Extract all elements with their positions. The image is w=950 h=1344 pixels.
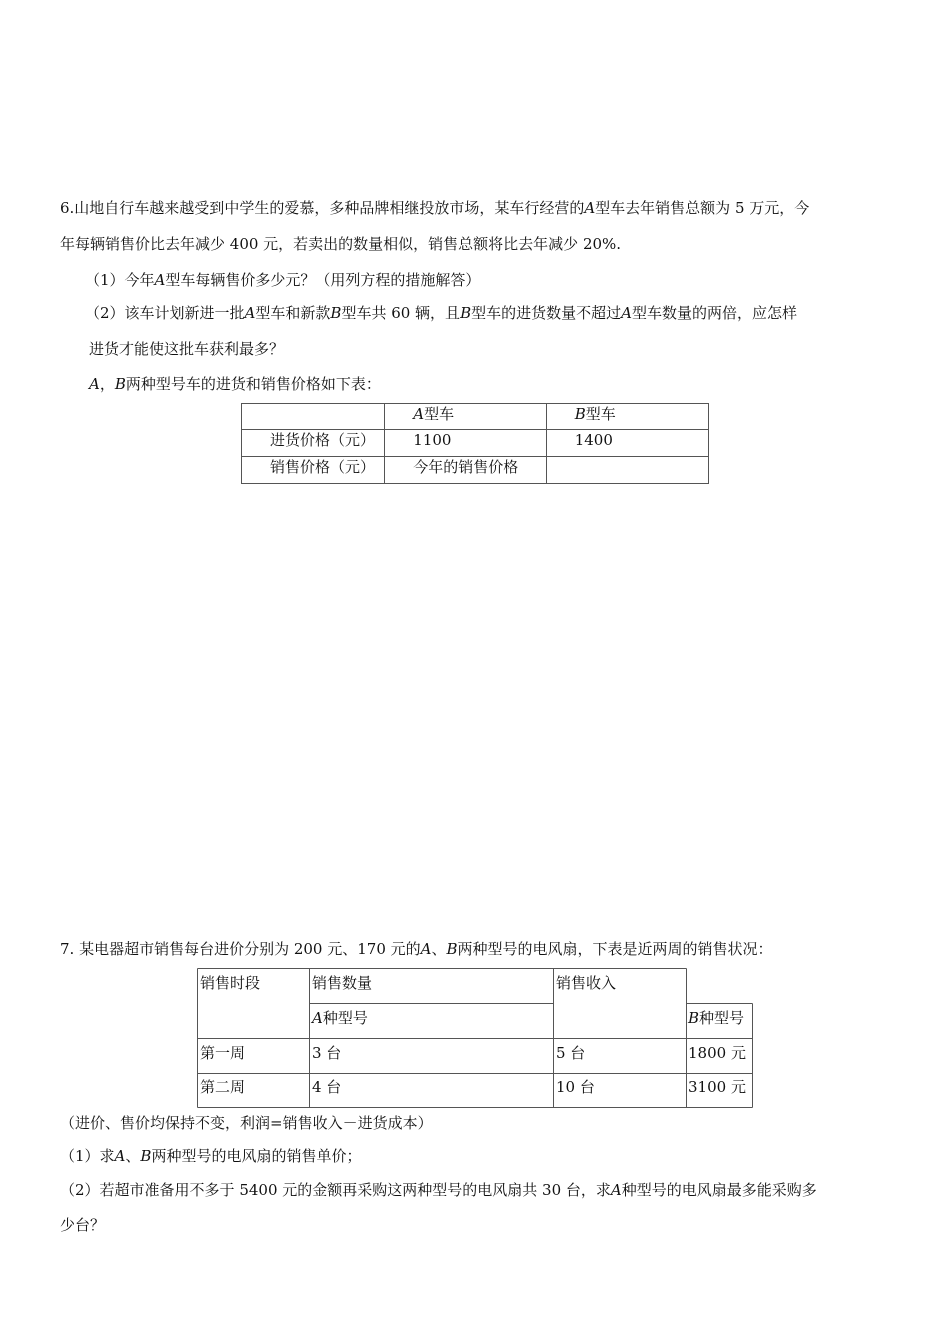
var-b: B (574, 405, 586, 423)
var-a: A (420, 940, 432, 958)
q7-note: （进价、售价均保持不变，利润=销售收入－进货成本） (60, 1114, 433, 1132)
q7-part-2-line-1 (60, 1180, 817, 1200)
separator: 、 (431, 940, 447, 958)
cell-week-2-income: 3100 元 (688, 1078, 746, 1096)
table-cell: 今年的销售价格 (385, 457, 546, 484)
table-cell: 1400 (546, 430, 708, 457)
cell-week-1-income: 1800 元 (688, 1044, 746, 1062)
header-income: 销售收入 (556, 974, 617, 992)
table-header-a (385, 404, 546, 430)
subheader-text: 种型号 (699, 1009, 745, 1027)
table-cell-empty (242, 404, 385, 430)
q6-p2-text: 型车的进货数量不超过 (471, 304, 622, 322)
row-label-week-2: 第二周 (200, 1078, 246, 1096)
q7-sales-table (197, 968, 753, 1108)
var-b: B (446, 940, 458, 958)
table-row (242, 430, 709, 457)
subheader-type-a (312, 1008, 368, 1028)
var-b: B (330, 304, 342, 322)
q6-part-2-line-1 (85, 303, 797, 323)
q6-p2-text: （2）该车计划新进一批 (85, 304, 245, 322)
subheader-type-b (688, 1008, 744, 1028)
var-a: A (621, 304, 632, 322)
cell-week-2-a: 4 台 (312, 1078, 342, 1096)
q6-table-intro (89, 374, 381, 394)
var-a: A (114, 1147, 126, 1165)
header-period: 销售时段 (200, 974, 261, 992)
table-row (242, 457, 709, 484)
q6-text-line-1 (60, 198, 809, 218)
var-a: A (312, 1009, 323, 1027)
cell-week-1-b: 5 台 (556, 1044, 586, 1062)
var-b: B (460, 304, 472, 322)
var-a: A (584, 199, 596, 217)
q6-part-2-line-2: 进货才能使这批车获利最多？ (89, 340, 285, 358)
separator: ， (99, 375, 115, 393)
q6-price-table (241, 403, 709, 484)
table-row (242, 404, 709, 430)
q6-p1-text: 型车每辆售价多少元？（用列方程的措施解答） (165, 271, 481, 289)
row-label: 销售价格（元） (242, 457, 385, 484)
q7-p2-text: （2）若超市准备用不多于 5400 元的金额再采购这两种型号的电风扇共 30 台，求 (60, 1181, 611, 1199)
q7-part-2-line-2: 少台？ (60, 1216, 106, 1234)
header-text: 型车 (585, 405, 616, 423)
row-label: 进货价格（元） (242, 430, 385, 457)
cell-week-1-a: 3 台 (312, 1044, 342, 1062)
table-cell: 1100 (385, 430, 546, 457)
q7-p2-text: 种型号的电风扇最多能采购多 (621, 1181, 817, 1199)
q6-p2-text: 型车共 60 辆，且 (341, 304, 461, 322)
q7-part-1 (60, 1146, 361, 1166)
cell-week-2-b: 10 台 (556, 1078, 595, 1096)
table-header-b (546, 404, 708, 430)
var-b: B (140, 1147, 152, 1165)
header-quantity: 销售数量 (312, 974, 373, 992)
q7-p1-text: （1）求 (60, 1147, 115, 1165)
header-text: 型车 (424, 405, 455, 423)
var-b: B (688, 1009, 700, 1027)
q6-text: 型车去年销售总额为 5 万元，今 (595, 199, 810, 217)
q6-part-1 (85, 270, 480, 290)
var-b: B (114, 375, 126, 393)
var-a: A (89, 375, 100, 393)
var-a: A (154, 271, 166, 289)
q7-p1-text: 两种型号的电风扇的销售单价； (151, 1147, 362, 1165)
q6-p2-text: 型车和新款 (255, 304, 331, 322)
q6-p2-text: 型车数量的两倍，应怎样 (631, 304, 797, 322)
intro-text: 两种型号车的进货和销售价格如下表： (125, 375, 381, 393)
q6-text: 6.山地自行车越来越受到中学生的爱慕，多种品牌相继投放市场，某车行经营的 (60, 199, 585, 217)
separator: 、 (125, 1147, 141, 1165)
var-a: A (413, 405, 425, 423)
q7-text: 7. 某电器超市销售每台进价分别为 200 元、170 元的 (60, 940, 421, 958)
var-a: A (244, 304, 256, 322)
q6-text-line-2: 年每辆销售价比去年减少 400 元，若卖出的数量相似，销售总额将比去年减少 20%. (60, 235, 622, 253)
row-label-week-1: 第一周 (200, 1044, 246, 1062)
subheader-text: 种型号 (322, 1009, 368, 1027)
q7-text: 两种型号的电风扇，下表是近两周的销售状况： (457, 940, 773, 958)
table-grid (197, 968, 753, 1108)
table-cell (546, 457, 708, 484)
q7-text-line-1 (60, 939, 773, 959)
var-a: A (610, 1181, 622, 1199)
q6-p1-text: （1）今年 (85, 271, 155, 289)
